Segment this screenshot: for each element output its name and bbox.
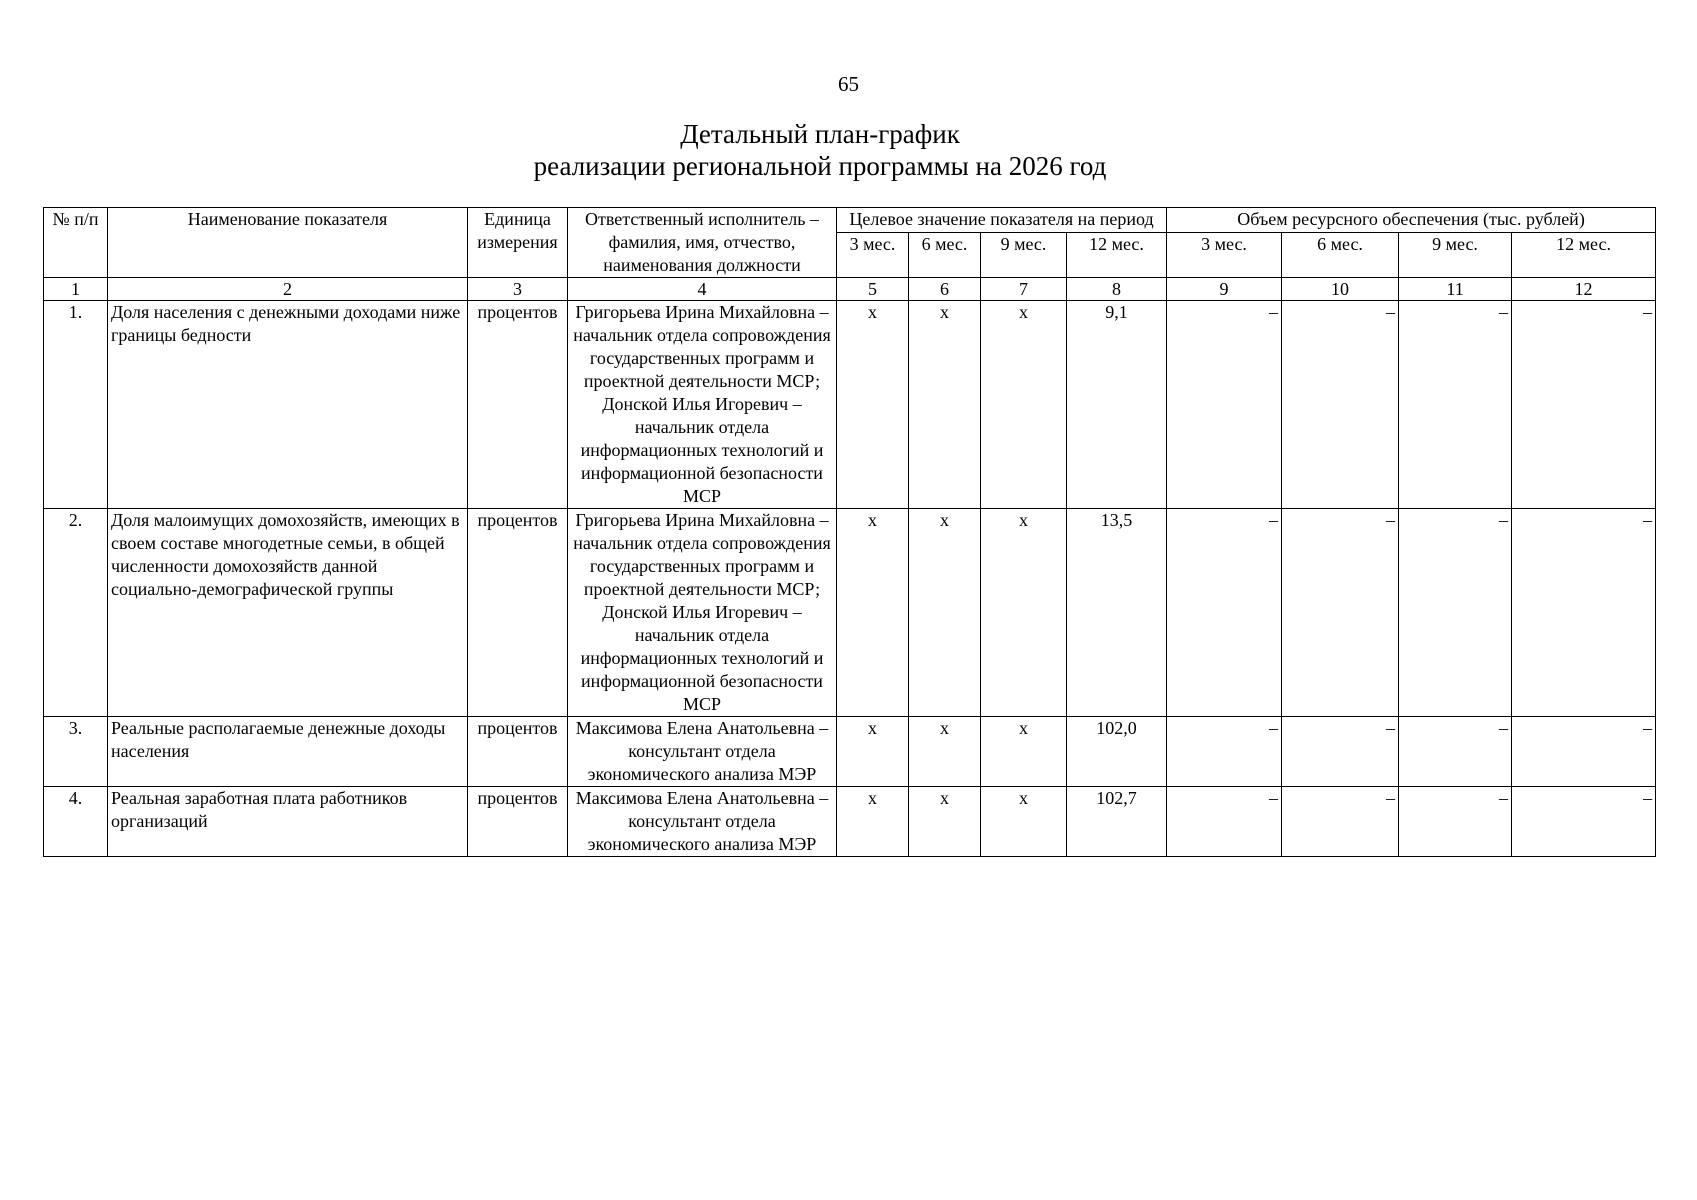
- resource-3m: –: [1167, 509, 1282, 717]
- header-resource-6m: 6 мес.: [1282, 233, 1399, 278]
- indicator-name: Реальные располагаемые денежные доходы населения: [108, 717, 468, 787]
- header-target-12m: 12 мес.: [1067, 233, 1167, 278]
- target-9m: х: [981, 787, 1067, 857]
- target-3m: х: [837, 301, 909, 509]
- column-number: 8: [1067, 278, 1167, 301]
- resource-9m: –: [1399, 787, 1512, 857]
- header-target-3m: 3 мес.: [837, 233, 909, 278]
- column-number: 6: [909, 278, 981, 301]
- column-number: 10: [1282, 278, 1399, 301]
- column-number: 11: [1399, 278, 1512, 301]
- column-number: 3: [468, 278, 568, 301]
- target-12m: 9,1: [1067, 301, 1167, 509]
- responsible-cell: Григорьева Ирина Михайловна – начальник отдела сопровождения государственных программ и проектной деятельности МСР; Донской Илья Игоревич – начальник отдела информационных технологий и информационной безопасности МСР: [568, 509, 837, 717]
- responsible-cell: Максимова Елена Анатольевна – консультант отдела экономического анализа МЭР: [568, 717, 837, 787]
- resource-6m: –: [1282, 787, 1399, 857]
- indicator-name: Доля населения с денежными доходами ниже границы бедности: [108, 301, 468, 509]
- responsible-cell: Григорьева Ирина Михайловна – начальник отдела сопровождения государственных программ и проектной деятельности МСР; Донской Илья Игоревич – начальник отдела информационных технологий и информационной безопасности МСР: [568, 301, 837, 509]
- page-number: 65: [838, 72, 859, 96]
- column-number: 12: [1512, 278, 1656, 301]
- responsible-cell: Максимова Елена Анатольевна – консультант отдела экономического анализа МЭР: [568, 787, 837, 857]
- target-6m: х: [909, 301, 981, 509]
- header-resource-12m: 12 мес.: [1512, 233, 1656, 278]
- resource-12m: –: [1512, 717, 1656, 787]
- resource-9m: –: [1399, 717, 1512, 787]
- resource-3m: –: [1167, 301, 1282, 509]
- resource-12m: –: [1512, 509, 1656, 717]
- column-number: 7: [981, 278, 1067, 301]
- column-number: 1: [44, 278, 108, 301]
- column-number: 5: [837, 278, 909, 301]
- header-resource-9m: 9 мес.: [1399, 233, 1512, 278]
- resource-3m: –: [1167, 717, 1282, 787]
- row-num: 3.: [44, 717, 108, 787]
- header-name: Наименование показателя: [108, 208, 468, 278]
- unit-cell: процентов: [468, 509, 568, 717]
- target-12m: 102,0: [1067, 717, 1167, 787]
- header-target-group: Целевое значение показателя на период: [837, 208, 1167, 233]
- resource-6m: –: [1282, 301, 1399, 509]
- resource-9m: –: [1399, 509, 1512, 717]
- row-num: 2.: [44, 509, 108, 717]
- target-6m: х: [909, 787, 981, 857]
- document-title: [0, 118, 1640, 182]
- target-3m: х: [837, 787, 909, 857]
- unit-cell: процентов: [468, 301, 568, 509]
- title-line-2: реализации региональной программы на 2026 год: [533, 151, 1107, 181]
- resource-12m: –: [1512, 787, 1656, 857]
- header-resource-group: Объем ресурсного обеспечения (тыс. рублей): [1167, 208, 1656, 233]
- target-9m: х: [981, 509, 1067, 717]
- target-12m: 13,5: [1067, 509, 1167, 717]
- resource-6m: –: [1282, 509, 1399, 717]
- target-3m: х: [837, 717, 909, 787]
- column-number: 9: [1167, 278, 1282, 301]
- header-num: № п/п: [44, 208, 108, 278]
- target-9m: х: [981, 301, 1067, 509]
- resource-3m: –: [1167, 787, 1282, 857]
- header-resource-3m: 3 мес.: [1167, 233, 1282, 278]
- table-row: [44, 301, 1656, 509]
- table-row: [44, 509, 1656, 717]
- table-row: [44, 717, 1656, 787]
- target-9m: х: [981, 717, 1067, 787]
- indicator-name: Реальная заработная плата работников организаций: [108, 787, 468, 857]
- column-number-row: [44, 278, 1656, 301]
- resource-12m: –: [1512, 301, 1656, 509]
- row-num: 1.: [44, 301, 108, 509]
- title-line-1: Детальный план-график: [680, 119, 960, 149]
- unit-cell: процентов: [468, 787, 568, 857]
- row-num: 4.: [44, 787, 108, 857]
- header-target-6m: 6 мес.: [909, 233, 981, 278]
- indicator-name: Доля малоимущих домохозяйств, имеющих в своем составе многодетные семьи, в общей численности домохозяйств данной социально-демографической группы: [108, 509, 468, 717]
- header-responsible: Ответственный исполнитель – фамилия, имя, отчество, наименования должности: [568, 208, 837, 278]
- plan-schedule-table: [43, 207, 1656, 857]
- target-6m: х: [909, 717, 981, 787]
- header-target-9m: 9 мес.: [981, 233, 1067, 278]
- unit-cell: процентов: [468, 717, 568, 787]
- target-6m: х: [909, 509, 981, 717]
- column-number: 2: [108, 278, 468, 301]
- table-row: [44, 787, 1656, 857]
- header-unit: Единица измерения: [468, 208, 568, 278]
- resource-6m: –: [1282, 717, 1399, 787]
- target-3m: х: [837, 509, 909, 717]
- column-number: 4: [568, 278, 837, 301]
- target-12m: 102,7: [1067, 787, 1167, 857]
- resource-9m: –: [1399, 301, 1512, 509]
